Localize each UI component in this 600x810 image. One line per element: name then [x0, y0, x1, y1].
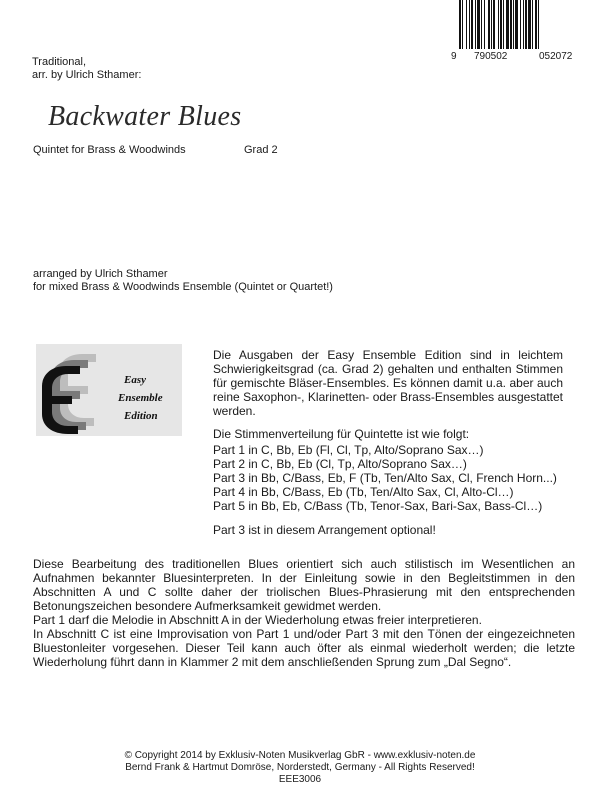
- performance-notes: [33, 557, 575, 669]
- barcode-bar: [466, 0, 467, 49]
- barcode-bar: [475, 0, 476, 49]
- performance-note-paragraph: Diese Bearbeitung des traditionellen Blues orientiert sich auch stilistisch im Wesentlichen an Aufnahmen bekannter Bluesinterpreten. In der Einleitung sowie in den Begleitstimmen in den Abschnitten A und C sollte daher der triolischen Blues-Phrasierung mit den entsprechenden Betonungszeichen besondere Aufmerksamkeit gewidmet werden.: [33, 557, 575, 613]
- barcode-bar: [538, 0, 539, 49]
- parts-list: [213, 443, 593, 513]
- barcode: [451, 0, 600, 66]
- barcode-bar: [481, 0, 482, 49]
- part-item: Part 2 in C, Bb, Eb (Cl, Tp, Alto/Soprano Sax…): [213, 457, 467, 471]
- catalog-number: EEE3006: [278, 774, 322, 785]
- barcode-bar: [510, 0, 512, 49]
- credit-line-arranger: arr. by Ulrich Sthamer:: [32, 69, 142, 81]
- barcode-bar: [484, 0, 485, 49]
- composer-credit: [32, 56, 332, 82]
- arrangement-info: [33, 268, 453, 294]
- performance-note-paragraph: Part 1 darf die Melodie in Abschnitt A in der Wiederholung etwas freier interpretieren.: [33, 613, 482, 627]
- barcode-bar: [493, 0, 495, 49]
- copyright-line: © Copyright 2014 by Exklusiv-Noten Musikverlag GbR - www.exklusiv-noten.de: [124, 750, 476, 761]
- barcode-bar: [532, 0, 533, 49]
- barcode-bar: [491, 0, 492, 49]
- logo-eee-mark-icon: [36, 344, 182, 436]
- part-item: Part 3 in Bb, C/Bass, Eb, F (Tb, Ten/Alto Sax, Cl, French Horn...): [213, 471, 557, 485]
- barcode-bar: [506, 0, 509, 49]
- barcode-bar: [525, 0, 527, 49]
- barcode-bar: [520, 0, 521, 49]
- logo-text-ensemble: Ensemble: [118, 392, 163, 404]
- barcode-digits: [451, 51, 600, 65]
- parts-heading: Die Stimmenverteilung für Quintette ist wie folgt:: [213, 427, 470, 441]
- barcode-bar: [513, 0, 514, 49]
- barcode-bar: [459, 0, 461, 49]
- barcode-bars: [459, 0, 592, 49]
- credit-line-traditional: Traditional,: [32, 56, 87, 68]
- edition-intro-paragraph: Die Ausgaben der Easy Ensemble Edition sind in leichtem Schwierigkeitsgrad (ca. Grad 2) gehalten und enthalten Stimmen für gemischte Bläser-Ensembles. Es können damit u.a. aber auch reine Saxophon-, Klarinetten- oder Brass-Ensembles ausgestattet werden.: [213, 348, 563, 418]
- barcode-bar: [498, 0, 499, 49]
- copyright-footer: [0, 750, 600, 786]
- barcode-bar: [535, 0, 537, 49]
- barcode-digit-group-1: 790502: [474, 51, 508, 62]
- part-item: Part 1 in C, Bb, Eb (Fl, Cl, Tp, Alto/Soprano Sax…): [213, 443, 484, 457]
- optional-note: Part 3 ist in diesem Arrangement optional!: [213, 523, 436, 537]
- barcode-bar: [488, 0, 490, 49]
- barcode-bar: [528, 0, 531, 49]
- difficulty-grade: Grad 2: [244, 144, 278, 156]
- barcode-digit-group-2: 052072: [539, 51, 573, 62]
- barcode-bar: [469, 0, 470, 49]
- barcode-bar: [471, 0, 473, 49]
- barcode-bar: [523, 0, 524, 49]
- logo-text-edition: Edition: [124, 410, 158, 422]
- ensemble-line: for mixed Brass & Woodwinds Ensemble (Quintet or Quartet!): [33, 281, 333, 293]
- barcode-bar: [515, 0, 518, 49]
- part-item: Part 5 in Bb, Eb, C/Bass (Tb, Tenor-Sax, Bari-Sax, Bass-Cl…): [213, 499, 543, 513]
- piece-title: Backwater Blues: [48, 101, 242, 132]
- barcode-bar: [462, 0, 463, 49]
- barcode-bar: [503, 0, 504, 49]
- barcode-bar: [500, 0, 502, 49]
- logo-text-easy: Easy: [124, 374, 146, 386]
- piece-subtitle: Quintet for Brass & Woodwinds: [33, 144, 186, 156]
- barcode-digit-prefix: 9: [451, 51, 457, 62]
- barcode-bar: [477, 0, 480, 49]
- easy-ensemble-edition-logo: [36, 344, 182, 436]
- arranged-by-line: arranged by Ulrich Sthamer: [33, 268, 168, 280]
- performance-note-paragraph: In Abschnitt C ist eine Improvisation von Part 1 und/oder Part 3 mit den Tönen der eingezeichneten Bluestonleiter vorgesehen. Dieser Teil kann auch öfter als einmal wiederholt werden; die letzte Wiederholung führt dann in Klammer 2 mit dem anschließenden Sprung zum „Dal Segno“.: [33, 627, 575, 669]
- publisher-line: Bernd Frank & Hartmut Domröse, Norderstedt, Germany - All Rights Reserved!: [125, 762, 475, 773]
- part-item: Part 4 in Bb, C/Bass, Eb (Tb, Ten/Alto Sax, Cl, Alto-Cl…): [213, 485, 514, 499]
